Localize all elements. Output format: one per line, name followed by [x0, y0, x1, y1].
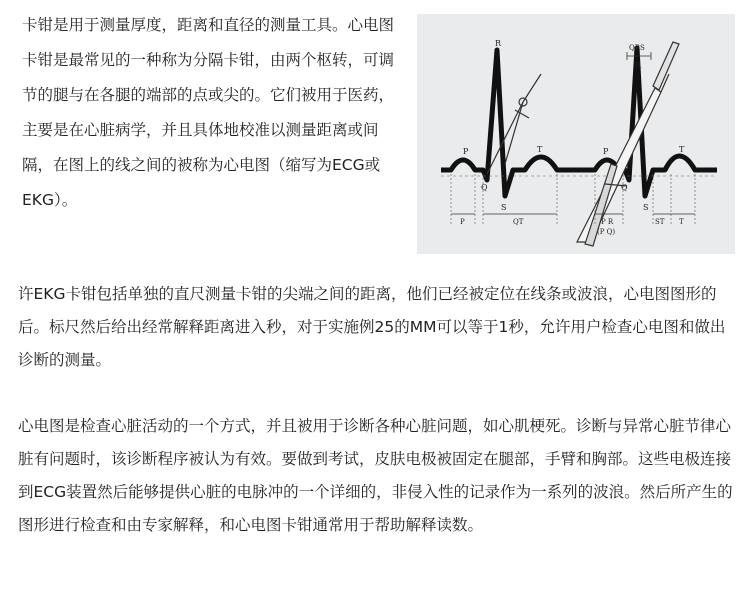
label-r-left: R	[495, 39, 502, 48]
label-p-left: P	[463, 147, 469, 156]
label-interval-qt: QT	[513, 218, 524, 226]
label-s-left: S	[501, 203, 507, 212]
label-q-right: Q	[621, 183, 628, 192]
label-interval-t: T	[679, 218, 684, 226]
label-t-right: T	[679, 145, 685, 154]
label-t-left: T	[537, 145, 543, 154]
label-q-left: Q	[481, 183, 488, 192]
label-interval-pq: (P Q)	[597, 228, 616, 236]
ekg-caliper-paragraph: 许EKG卡钳包括单独的直尺测量卡钳的尖端之间的距离，他们已经被定位在线条或波浪，心电图图形的后。标尺然后给出经常解释距离进入秒，对于实施例25的MM可以等于1秒，允许用户检查心电图和做出诊断的测量。	[18, 285, 726, 369]
label-qrs: QRS	[629, 44, 645, 52]
ecg-trace	[441, 48, 717, 196]
ecg-caliper-figure	[417, 14, 735, 254]
label-p-right: P	[603, 147, 609, 156]
label-interval-p: P	[460, 218, 465, 226]
label-interval-st: ST	[655, 218, 665, 226]
label-r-right: R	[635, 61, 642, 70]
label-s-right: S	[643, 203, 649, 212]
label-interval-pr: P R	[601, 218, 614, 226]
ecg-diagram	[417, 14, 735, 254]
intro-paragraph: 卡钳是用于测量厚度，距离和直径的测量工具。心电图卡钳是最常见的一种称为分隔卡钳，由两个枢转，可调节的腿与在各腿的端部的点或尖的。它们被用于医药，主要是在心脏病学，并且具体地校准以测量距离或间隔，在图上的线之间的被称为心电图（缩写为ECG或EKG）。	[22, 16, 395, 209]
ecg-description-paragraph: 心电图是检查心脏活动的一个方式，并且被用于诊断各种心脏问题，如心肌梗死。诊断与异常心脏节律心脏有问题时，该诊断程序被认为有效。要做到考试，皮肤电极被固定在腿部，手臂和胸部。这些电极连接到ECG装置然后能够提供心脏的电脉冲的一个详细的，非侵入性的记录作为一系列的波浪。然后所产生的图形进行检查和由专家解释，和心电图卡钳通常用于帮助解释读数。	[18, 417, 733, 534]
caliper-right	[577, 42, 679, 246]
